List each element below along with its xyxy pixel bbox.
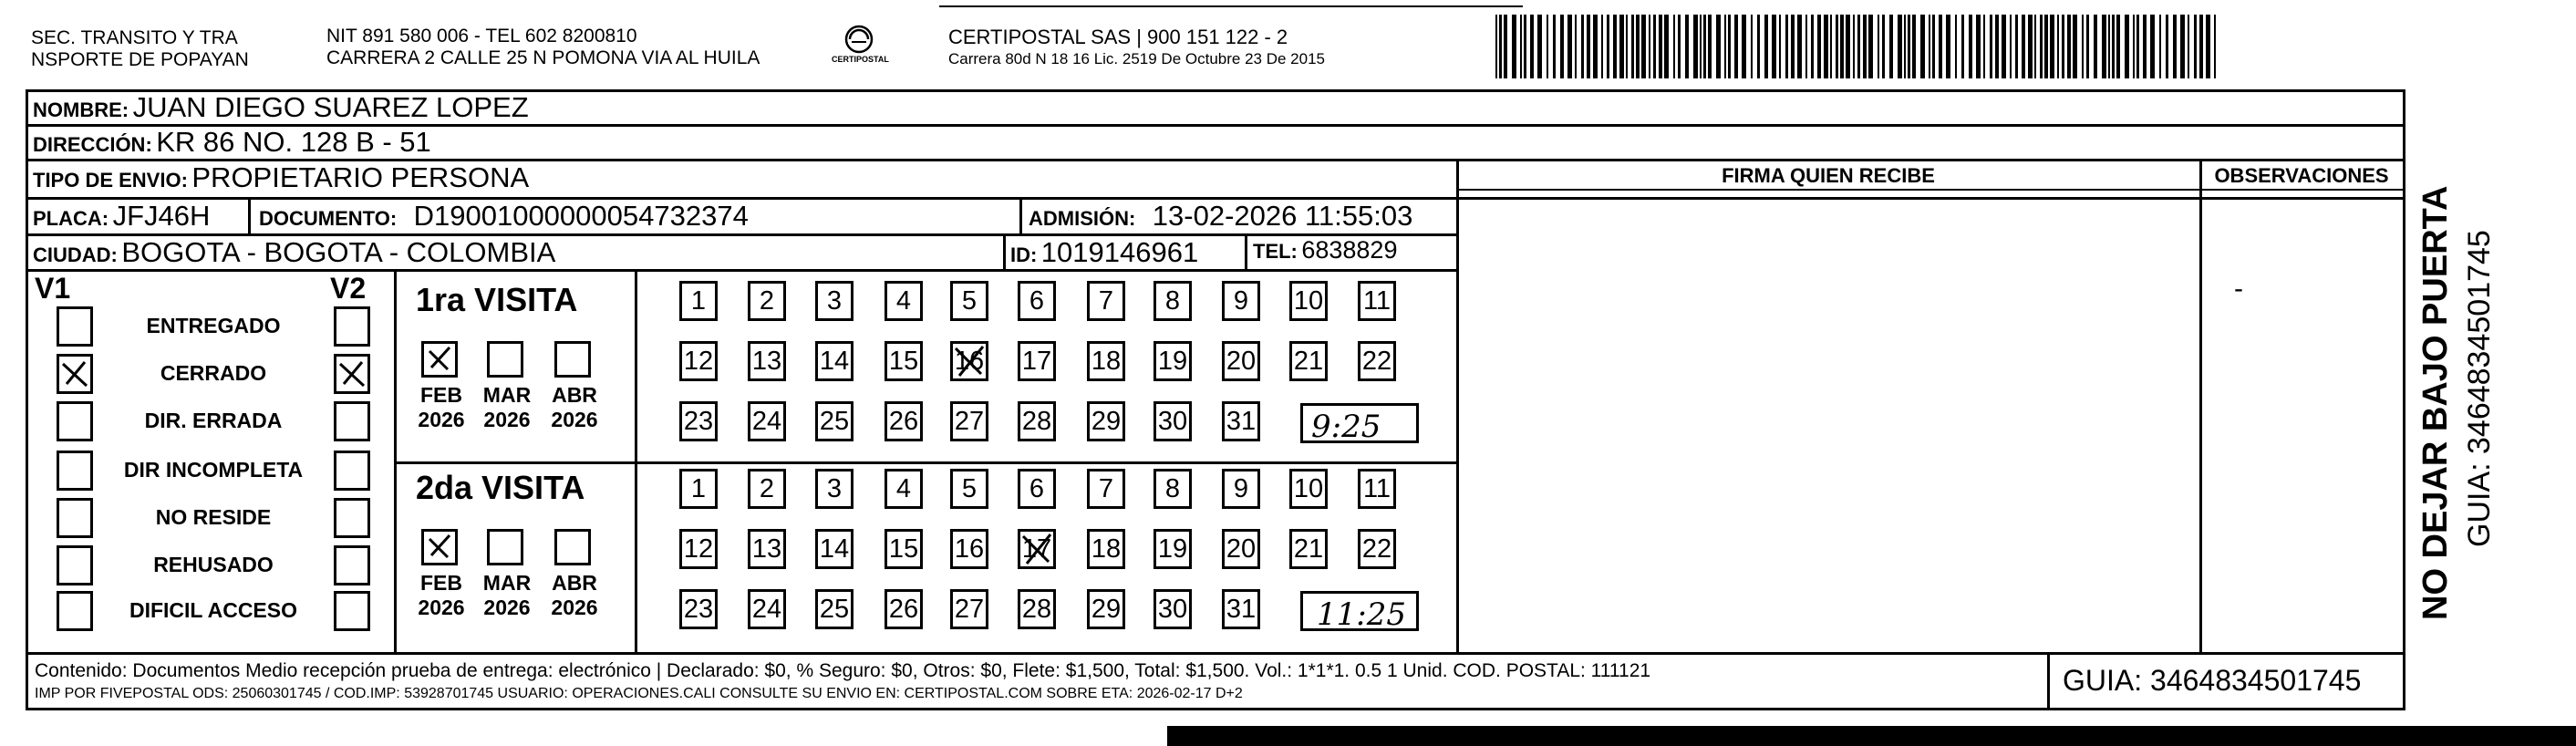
form-right-border: [2403, 89, 2405, 710]
col-line: [1456, 159, 1459, 654]
logo-icon: [832, 24, 889, 71]
month-name: MAR: [482, 383, 532, 407]
day-box[interactable]: 3: [815, 281, 853, 321]
month-name: FEB: [420, 383, 462, 407]
day-box[interactable]: 21: [1289, 529, 1328, 569]
month-label: [547, 571, 602, 620]
month-year: 2026: [418, 596, 465, 619]
city-value: BOGOTA - BOGOTA - COLOMBIA: [121, 236, 556, 268]
name-label: NOMBRE:: [33, 98, 129, 121]
admission-value: 13-02-2026 11:55:03: [1152, 200, 1413, 232]
day-box[interactable]: 24: [748, 589, 786, 629]
day-box[interactable]: 26: [885, 589, 923, 629]
month-label: [547, 383, 602, 432]
footer-guia: GUIA: 3464834501745: [2063, 664, 2362, 697]
day-box[interactable]: 5: [950, 281, 988, 321]
month-label: [414, 383, 469, 432]
tel-label: TEL:: [1253, 240, 1298, 263]
sender-line-1: SEC. TRANSITO Y TRA: [31, 27, 238, 48]
v1-checkbox[interactable]: [57, 354, 93, 394]
v2-checkbox[interactable]: [334, 591, 370, 631]
logo-text: CERTIPOSTAL: [832, 55, 889, 64]
id-value: 1019146961: [1040, 236, 1199, 268]
day-box[interactable]: 7: [1087, 469, 1125, 509]
day-box[interactable]: 18: [1087, 529, 1125, 569]
month-name: ABR: [552, 383, 597, 407]
month-year: 2026: [418, 408, 465, 431]
v2-label: V2: [330, 272, 367, 305]
document-value: D19001000000054732374: [413, 200, 749, 232]
observations-label: OBSERVACIONES: [2214, 164, 2389, 187]
day-box[interactable]: 24: [748, 401, 786, 441]
nit-line-1: NIT 891 580 006 - TEL 602 8200810: [326, 26, 637, 47]
day-box[interactable]: 27: [950, 589, 988, 629]
status-label: DIR INCOMPLETA: [123, 458, 304, 482]
day-box[interactable]: 25: [815, 401, 853, 441]
month-checkbox[interactable]: [554, 529, 591, 565]
name-row: [33, 91, 529, 124]
day-box[interactable]: 22: [1358, 341, 1396, 381]
signature-label: FIRMA QUIEN RECIBE: [1722, 164, 1935, 187]
day-box[interactable]: 30: [1154, 401, 1192, 441]
cell-divider: [248, 197, 251, 233]
month-name: ABR: [552, 571, 597, 595]
id-label: ID:: [1010, 243, 1038, 266]
day-box[interactable]: 19: [1154, 341, 1192, 381]
month-year: 2026: [483, 596, 531, 619]
day-box[interactable]: 7: [1087, 281, 1125, 321]
v1-checkbox[interactable]: [57, 451, 93, 491]
shipping-type: PROPIETARIO PERSONA: [191, 161, 530, 193]
top-rule: [939, 5, 1523, 7]
v1-checkbox[interactable]: [57, 401, 93, 441]
month-checkbox[interactable]: [554, 341, 591, 378]
company-line-2: Carrera 80d N 18 16 Lic. 2519 De Octubre 23 De 2015: [948, 50, 1325, 67]
status-label: ENTREGADO: [146, 314, 281, 337]
status-label: REHUSADO: [153, 553, 274, 576]
day-box[interactable]: 9: [1222, 281, 1260, 321]
type-label: TIPO DE ENVIO:: [33, 169, 188, 192]
month-year: 2026: [551, 408, 598, 431]
visit-divider: [394, 461, 1457, 464]
content-line: Contenido: Documentos Medio recepción prueba de entrega: electrónico | Declarado: $0, % Seguro: $0, Otros: $0, Flete: $1,500, Total: $1,500. Vol.: 1*1*1. 0.5 1 Unid. COD. POSTAL: 111121: [35, 660, 1651, 681]
status-label: DIFICIL ACCESO: [129, 598, 297, 622]
day-box[interactable]: 5: [950, 469, 988, 509]
day-box[interactable]: 29: [1087, 401, 1125, 441]
day-box[interactable]: 1: [679, 469, 718, 509]
v1-label: V1: [35, 272, 71, 305]
month-checkbox[interactable]: [421, 341, 458, 378]
recipient-address: KR 86 NO. 128 B - 51: [156, 126, 431, 158]
day-box[interactable]: 14: [815, 529, 853, 569]
month-label: [480, 383, 534, 432]
v2-checkbox[interactable]: [334, 498, 370, 538]
v1-checkbox[interactable]: [57, 306, 93, 347]
sender-block: [31, 27, 305, 71]
recipient-name: JUAN DIEGO SUAREZ LOPEZ: [132, 91, 529, 123]
barcode: [1495, 15, 2225, 82]
imp-line: IMP POR FIVEPOSTAL ODS: 25060301745 / COD.IMP: 53928701745 USUARIO: OPERACIONES.CALI CONSULTE SU ENVIO EN: CERTIPOSTAL.COM SOBRE ETA: 2026-02-17 D+2: [35, 686, 1243, 701]
col-line: [2199, 159, 2202, 654]
day-box[interactable]: 1: [679, 281, 718, 321]
certipostal-logo: [832, 24, 889, 71]
visit-1-time: 9:25: [1311, 409, 1381, 445]
day-box[interactable]: 11: [1358, 469, 1396, 509]
v1-checkbox[interactable]: [57, 591, 93, 631]
visit-2-title: 2da VISITA: [416, 469, 585, 506]
side-guia: GUIA: 3464834501745: [2462, 230, 2497, 547]
type-row: [33, 161, 529, 194]
company-block: [948, 26, 1459, 69]
company-line-1: CERTIPOSTAL SAS | 900 151 122 - 2: [948, 26, 1288, 48]
observations-mark: -: [2234, 274, 2243, 304]
day-box[interactable]: 3: [815, 469, 853, 509]
day-box[interactable]: 4: [885, 469, 923, 509]
day-box[interactable]: 31: [1222, 401, 1260, 441]
address-label: DIRECCIÓN:: [33, 133, 152, 156]
tel-value: 6838829: [1301, 236, 1398, 264]
month-year: 2026: [483, 408, 531, 431]
day-box[interactable]: 8: [1154, 281, 1192, 321]
v1-checkbox[interactable]: [57, 498, 93, 538]
status-label: DIR. ERRADA: [144, 409, 283, 432]
plate-label: PLACA:: [33, 207, 109, 230]
status-label: CERRADO: [160, 361, 267, 385]
admission-label: ADMISIÓN:: [1029, 207, 1136, 230]
col-line: [2047, 652, 2050, 710]
day-box[interactable]: 17: [1018, 529, 1056, 569]
month-year: 2026: [551, 596, 598, 619]
day-box[interactable]: 22: [1358, 529, 1396, 569]
day-box[interactable]: 23: [679, 589, 718, 629]
v2-checkbox[interactable]: [334, 354, 370, 394]
v2-checkbox[interactable]: [334, 401, 370, 441]
day-box[interactable]: 30: [1154, 589, 1192, 629]
month-label: [480, 571, 534, 620]
day-mark: [1018, 529, 1056, 569]
day-box[interactable]: 12: [679, 529, 718, 569]
day-box[interactable]: 16: [950, 341, 988, 381]
no-dejar-notice: NO DEJAR BAJO PUERTA: [2416, 185, 2455, 620]
day-box[interactable]: 26: [885, 401, 923, 441]
cell-divider: [1245, 233, 1247, 269]
day-box[interactable]: 11: [1358, 281, 1396, 321]
day-box[interactable]: 4: [885, 281, 923, 321]
sig-line: [1456, 189, 2405, 191]
cell-divider: [1003, 233, 1006, 269]
day-box[interactable]: 6: [1018, 469, 1056, 509]
day-box[interactable]: 9: [1222, 469, 1260, 509]
day-box[interactable]: 28: [1018, 401, 1056, 441]
day-box[interactable]: 28: [1018, 589, 1056, 629]
day-box[interactable]: 20: [1222, 529, 1260, 569]
day-box[interactable]: 6: [1018, 281, 1056, 321]
day-box[interactable]: 13: [748, 341, 786, 381]
day-box[interactable]: 12: [679, 341, 718, 381]
plate-value: JFJ46H: [112, 200, 211, 232]
day-box[interactable]: 27: [950, 401, 988, 441]
day-box[interactable]: 31: [1222, 589, 1260, 629]
day-box[interactable]: 23: [679, 401, 718, 441]
day-box[interactable]: 2: [748, 281, 786, 321]
visit-1-title: 1ra VISITA: [416, 281, 578, 318]
bottom-bar: [1167, 726, 2576, 746]
day-box[interactable]: 19: [1154, 529, 1192, 569]
day-mark: [950, 341, 988, 381]
v2-checkbox[interactable]: [334, 451, 370, 491]
day-box[interactable]: 16: [950, 529, 988, 569]
day-box[interactable]: 21: [1289, 341, 1328, 381]
nit-block: [326, 26, 819, 69]
month-name: MAR: [482, 571, 532, 595]
day-box[interactable]: 20: [1222, 341, 1260, 381]
month-name: FEB: [420, 571, 462, 595]
day-box[interactable]: 13: [748, 529, 786, 569]
day-box[interactable]: 2: [748, 469, 786, 509]
day-box[interactable]: 15: [885, 341, 923, 381]
nit-line-2: CARRERA 2 CALLE 25 N POMONA VIA AL HUILA: [326, 47, 760, 68]
row-line: [26, 269, 1457, 272]
day-box[interactable]: 10: [1289, 281, 1328, 321]
month-checkbox[interactable]: [421, 529, 458, 565]
day-box[interactable]: 25: [815, 589, 853, 629]
document-label: DOCUMENTO:: [259, 207, 398, 230]
document-cell: [259, 200, 749, 233]
day-box[interactable]: 29: [1087, 589, 1125, 629]
month-label: [414, 571, 469, 620]
sender-line-2: NSPORTE DE POPAYAN: [31, 49, 249, 70]
city-label: CIUDAD:: [33, 243, 118, 266]
day-box[interactable]: 17: [1018, 341, 1056, 381]
city-cell: [33, 236, 555, 269]
v1-checkbox[interactable]: [57, 545, 93, 585]
admission-cell: [1029, 200, 1412, 233]
month-checkbox[interactable]: [487, 341, 523, 378]
address-row: [33, 126, 431, 159]
day-box[interactable]: 10: [1289, 469, 1328, 509]
day-box[interactable]: 18: [1087, 341, 1125, 381]
day-box[interactable]: 15: [885, 529, 923, 569]
visit-2-time: 11:25: [1317, 596, 1406, 633]
day-box[interactable]: 8: [1154, 469, 1192, 509]
form-left-border: [26, 89, 28, 710]
status-label: NO RESIDE: [155, 505, 272, 529]
month-checkbox[interactable]: [487, 529, 523, 565]
id-cell: [1010, 236, 1198, 269]
v2-checkbox[interactable]: [334, 306, 370, 347]
v2-checkbox[interactable]: [334, 545, 370, 585]
plate-cell: [33, 200, 210, 233]
cell-divider: [1019, 197, 1022, 233]
day-box[interactable]: 14: [815, 341, 853, 381]
tel-cell: [1253, 236, 1397, 264]
